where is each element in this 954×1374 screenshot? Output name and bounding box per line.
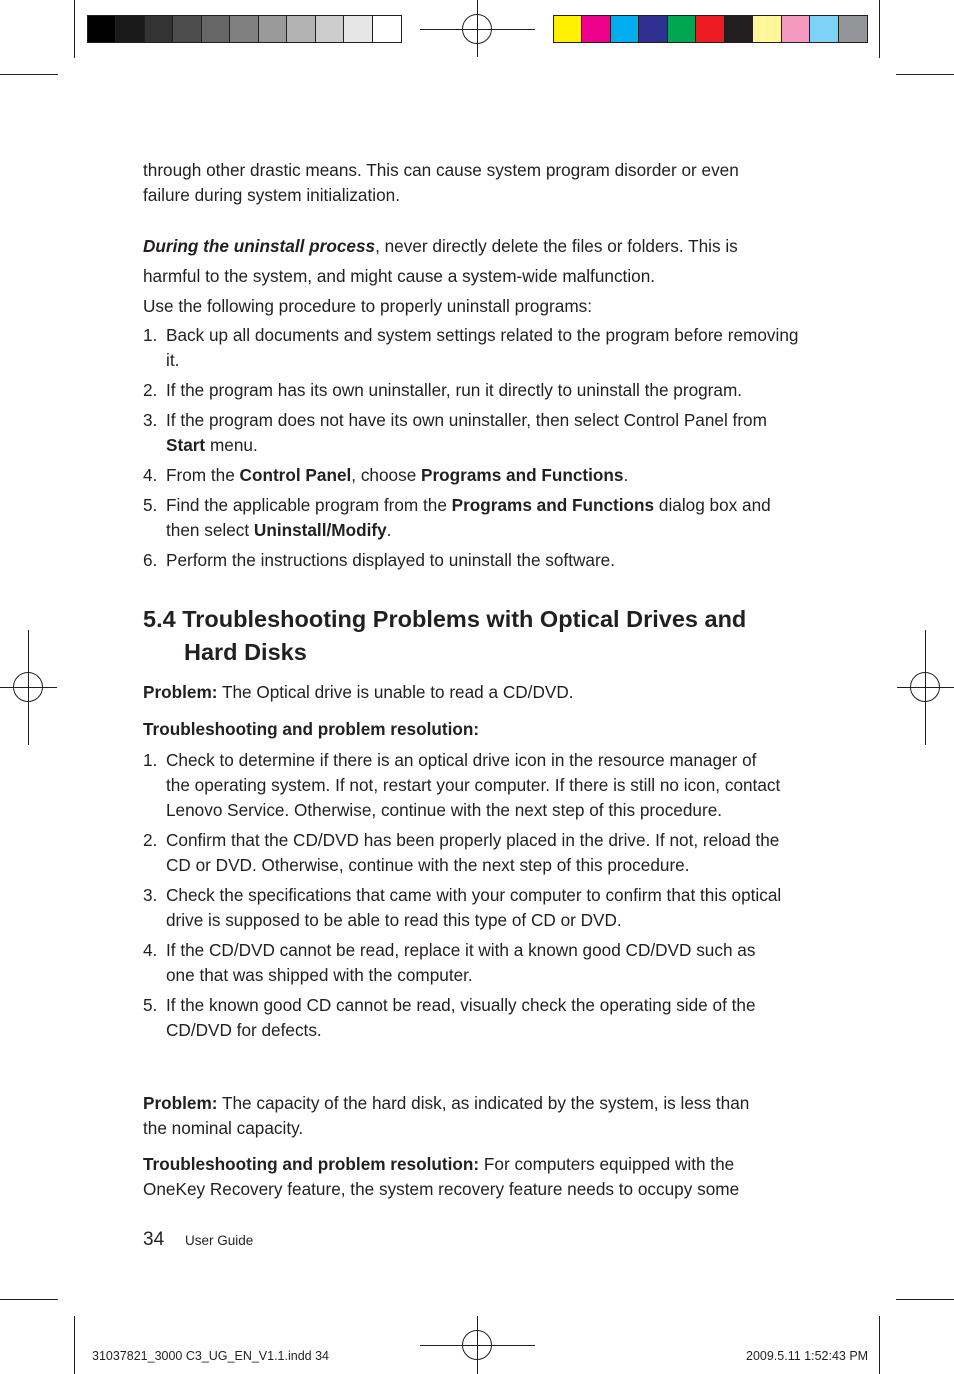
list-item: 6. Perform the instructions displayed to uninstall the software.	[143, 550, 616, 570]
crop-mark	[74, 1316, 75, 1374]
problem-2: Problem: The capacity of the hard disk, as indicated by the system, is less than the nominal capacity.	[143, 1093, 750, 1138]
color-swatch	[373, 16, 401, 42]
color-swatch	[316, 16, 344, 42]
list-item: 5. If the known good CD cannot be read, visually check the operating side of the CD/DVD for defects.	[143, 995, 756, 1040]
problem-label: Problem:	[143, 682, 218, 702]
list-item: 5. Find the applicable program from the Programs and Functions dialog box and then select Uninstall/Modify.	[143, 495, 771, 540]
section-heading-block	[143, 603, 803, 669]
footer-label: User Guide	[185, 1233, 254, 1248]
list-item: 3. If the program does not have its own uninstaller, then select Control Panel from Start menu.	[143, 410, 767, 455]
color-swatch	[639, 16, 667, 42]
uninstall-emphasis: During the uninstall process	[143, 236, 376, 256]
color-swatch	[839, 16, 867, 42]
intro-block	[143, 158, 803, 208]
page-number: 34	[143, 1229, 165, 1250]
color-swatch	[88, 16, 116, 42]
slug-timestamp: 2009.5.11 1:52:43 PM	[746, 1349, 869, 1363]
resolution-1-steps	[143, 748, 783, 1043]
color-swatch	[725, 16, 753, 42]
crop-mark	[879, 1316, 880, 1374]
process-color-bar	[553, 15, 868, 43]
color-swatch	[810, 16, 838, 42]
crop-mark	[879, 0, 880, 58]
gray-color-bar	[87, 15, 402, 43]
uninstall-warning-text: , never directly delete the files or folders. This is harmful to the system, and might cause a system-wide malfunction.	[143, 236, 738, 286]
uninstall-block	[143, 231, 803, 321]
problem-1: Problem: The Optical drive is unable to read a CD/DVD.	[143, 682, 574, 702]
color-swatch	[116, 16, 144, 42]
resolution-1-heading	[143, 717, 803, 742]
color-swatch	[259, 16, 287, 42]
slug-filename: 31037821_3000 C3_UG_EN_V1.1.indd 34	[92, 1349, 329, 1363]
color-swatch	[554, 16, 582, 42]
list-item: 1. Back up all documents and system settings related to the program before removing it.	[143, 325, 799, 370]
resolution-label: Troubleshooting and problem resolution:	[143, 1154, 480, 1174]
color-swatch	[287, 16, 315, 42]
list-item: 2. If the program has its own uninstaller, run it directly to uninstall the program.	[143, 380, 743, 400]
list-item: 4. If the CD/DVD cannot be read, replace it with a known good CD/DVD such as one that was shipped with the computer.	[143, 940, 756, 985]
crop-mark	[0, 74, 58, 75]
crop-mark	[896, 1299, 954, 1300]
color-swatch	[145, 16, 173, 42]
uninstall-warning	[143, 231, 763, 291]
color-swatch	[753, 16, 781, 42]
list-item: 1. Check to determine if there is an optical drive icon in the resource manager of the operating system. If not, restart your computer. If there is still no icon, contact Lenovo Service. Otherwise, continue with the next step of this procedure.	[143, 750, 781, 820]
problem-label: Problem:	[143, 1093, 218, 1113]
color-swatch	[582, 16, 610, 42]
uninstall-steps	[143, 323, 803, 573]
color-swatch	[202, 16, 230, 42]
color-swatch	[782, 16, 810, 42]
color-swatch	[344, 16, 372, 42]
resolution-label: Troubleshooting and problem resolution:	[143, 719, 480, 739]
color-swatch	[173, 16, 201, 42]
list-item: 2. Confirm that the CD/DVD has been properly placed in the drive. If not, reload the CD or DVD. Otherwise, continue with the next step of this procedure.	[143, 830, 780, 875]
list-item: 3. Check the specifications that came with your computer to confirm that this optical drive is supposed to be able to read this type of CD or DVD.	[143, 885, 782, 930]
crop-mark	[896, 74, 954, 75]
list-item: 4. From the Control Panel, choose Programs and Functions.	[143, 465, 629, 485]
color-swatch	[611, 16, 639, 42]
intro-paragraph: through other drastic means. This can cause system program disorder or even failure during system initialization.	[143, 160, 739, 205]
color-swatch	[230, 16, 258, 42]
color-swatch	[668, 16, 696, 42]
resolution-2: Troubleshooting and problem resolution: For computers equipped with the OneKey Recovery feature, the system recovery feature needs to occupy some	[143, 1154, 740, 1199]
color-swatch	[696, 16, 724, 42]
crop-mark	[0, 1299, 58, 1300]
section-title: 5.4 Troubleshooting Problems with Optical Drives and Hard Disks	[143, 606, 747, 665]
crop-mark	[74, 0, 75, 58]
procedure-intro: Use the following procedure to properly uninstall programs:	[143, 296, 593, 316]
